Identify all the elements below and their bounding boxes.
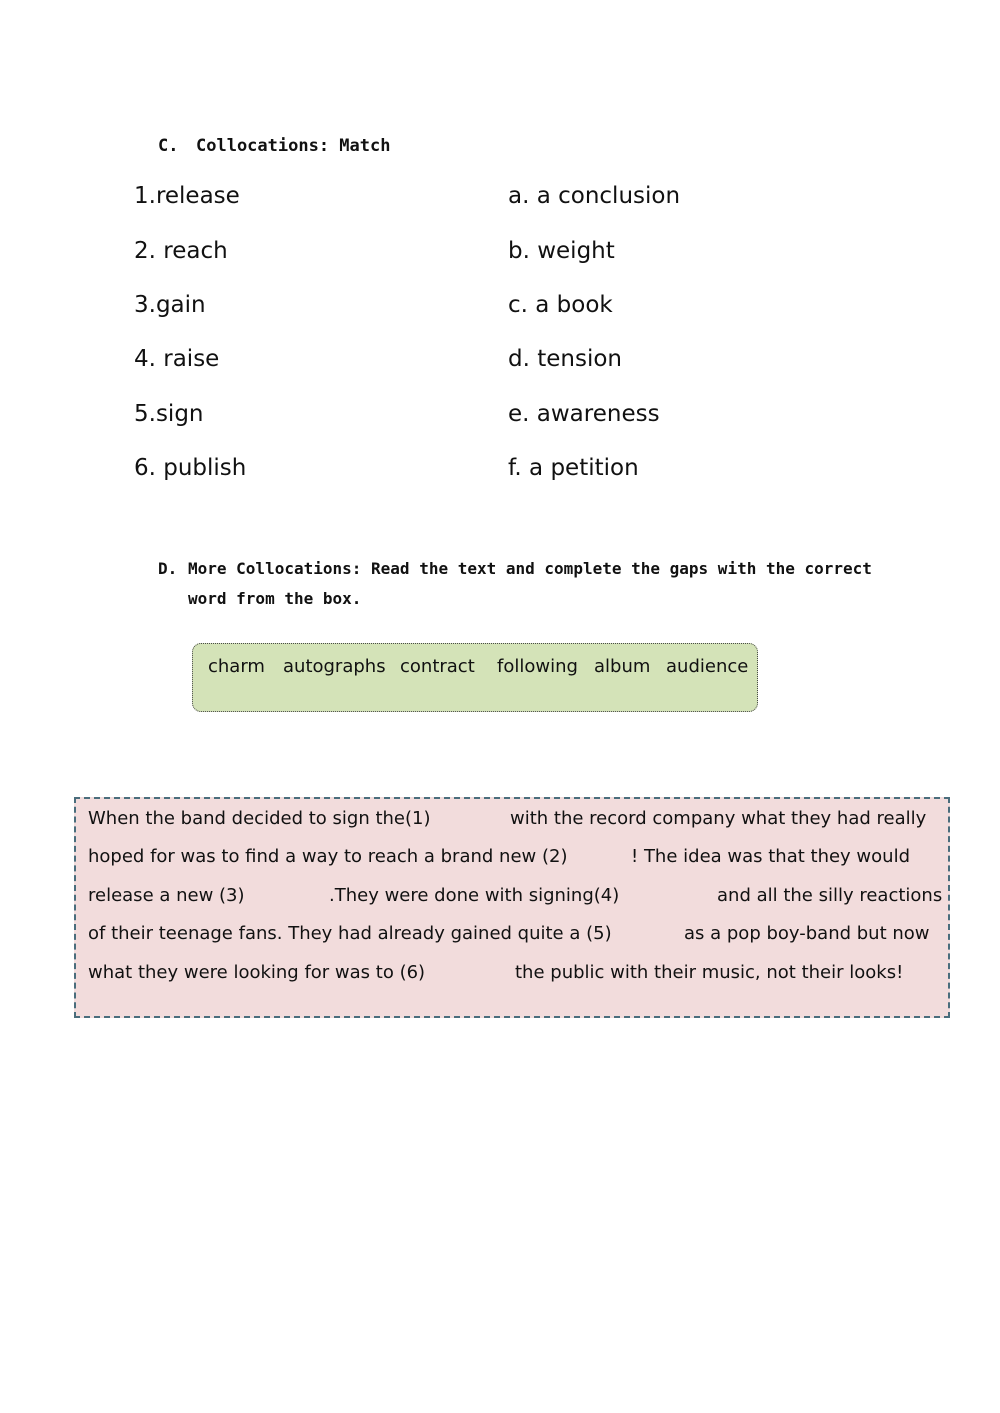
word-contract: contract [400, 656, 475, 677]
word-following: following [497, 656, 578, 677]
section-d-title-line2: word from the box. [188, 589, 362, 608]
match-left-6: 6. publish [134, 455, 247, 481]
section-d-title-line1: More Collocations: Read the text and complete the gaps with the correct [188, 559, 872, 578]
text-line-2b: ! The idea was that they would [631, 846, 910, 867]
text-line-3c: and all the silly reactions [717, 885, 943, 906]
word-audience: audience [666, 656, 749, 677]
text-line-5b: the public with their music, not their looks! [515, 962, 904, 983]
section-d-letter: D. [158, 559, 178, 578]
match-right-a: a. a conclusion [508, 183, 681, 209]
text-line-1b: with the record company what they had really [510, 808, 927, 829]
text-line-2a: hoped for was to find a way to reach a brand new (2) [88, 846, 568, 867]
section-c-title [158, 136, 390, 156]
match-right-d: d. tension [508, 346, 622, 372]
match-left-5: 5.sign [134, 401, 204, 427]
match-left-1: 1.release [134, 183, 240, 209]
match-right-e: e. awareness [508, 401, 660, 427]
match-right-b: b. weight [508, 238, 615, 264]
word-autographs: autographs [283, 656, 386, 677]
word-charm: charm [208, 656, 265, 677]
match-left-3: 3.gain [134, 292, 206, 318]
text-line-5a: what they were looking for was to (6) [88, 962, 426, 983]
section-c-title-text: Collocations: Match [196, 136, 391, 156]
text-line-1a: When the band decided to sign the(1) [88, 808, 431, 829]
word-album: album [594, 656, 651, 677]
word-box [192, 643, 758, 712]
text-line-3a: release a new (3) [88, 885, 245, 906]
match-left-2: 2. reach [134, 238, 228, 264]
text-line-4a: of their teenage fans. They had already gained quite a (5) [88, 923, 612, 944]
section-d-title [158, 554, 878, 614]
gap-fill-text-box [74, 797, 950, 1018]
text-line-3b: .They were done with signing(4) [329, 885, 620, 906]
match-left-4: 4. raise [134, 346, 220, 372]
match-right-f: f. a petition [508, 455, 639, 481]
section-c-letter: C. [158, 136, 179, 156]
match-right-c: c. a book [508, 292, 613, 318]
text-line-4b: as a pop boy-band but now [684, 923, 930, 944]
